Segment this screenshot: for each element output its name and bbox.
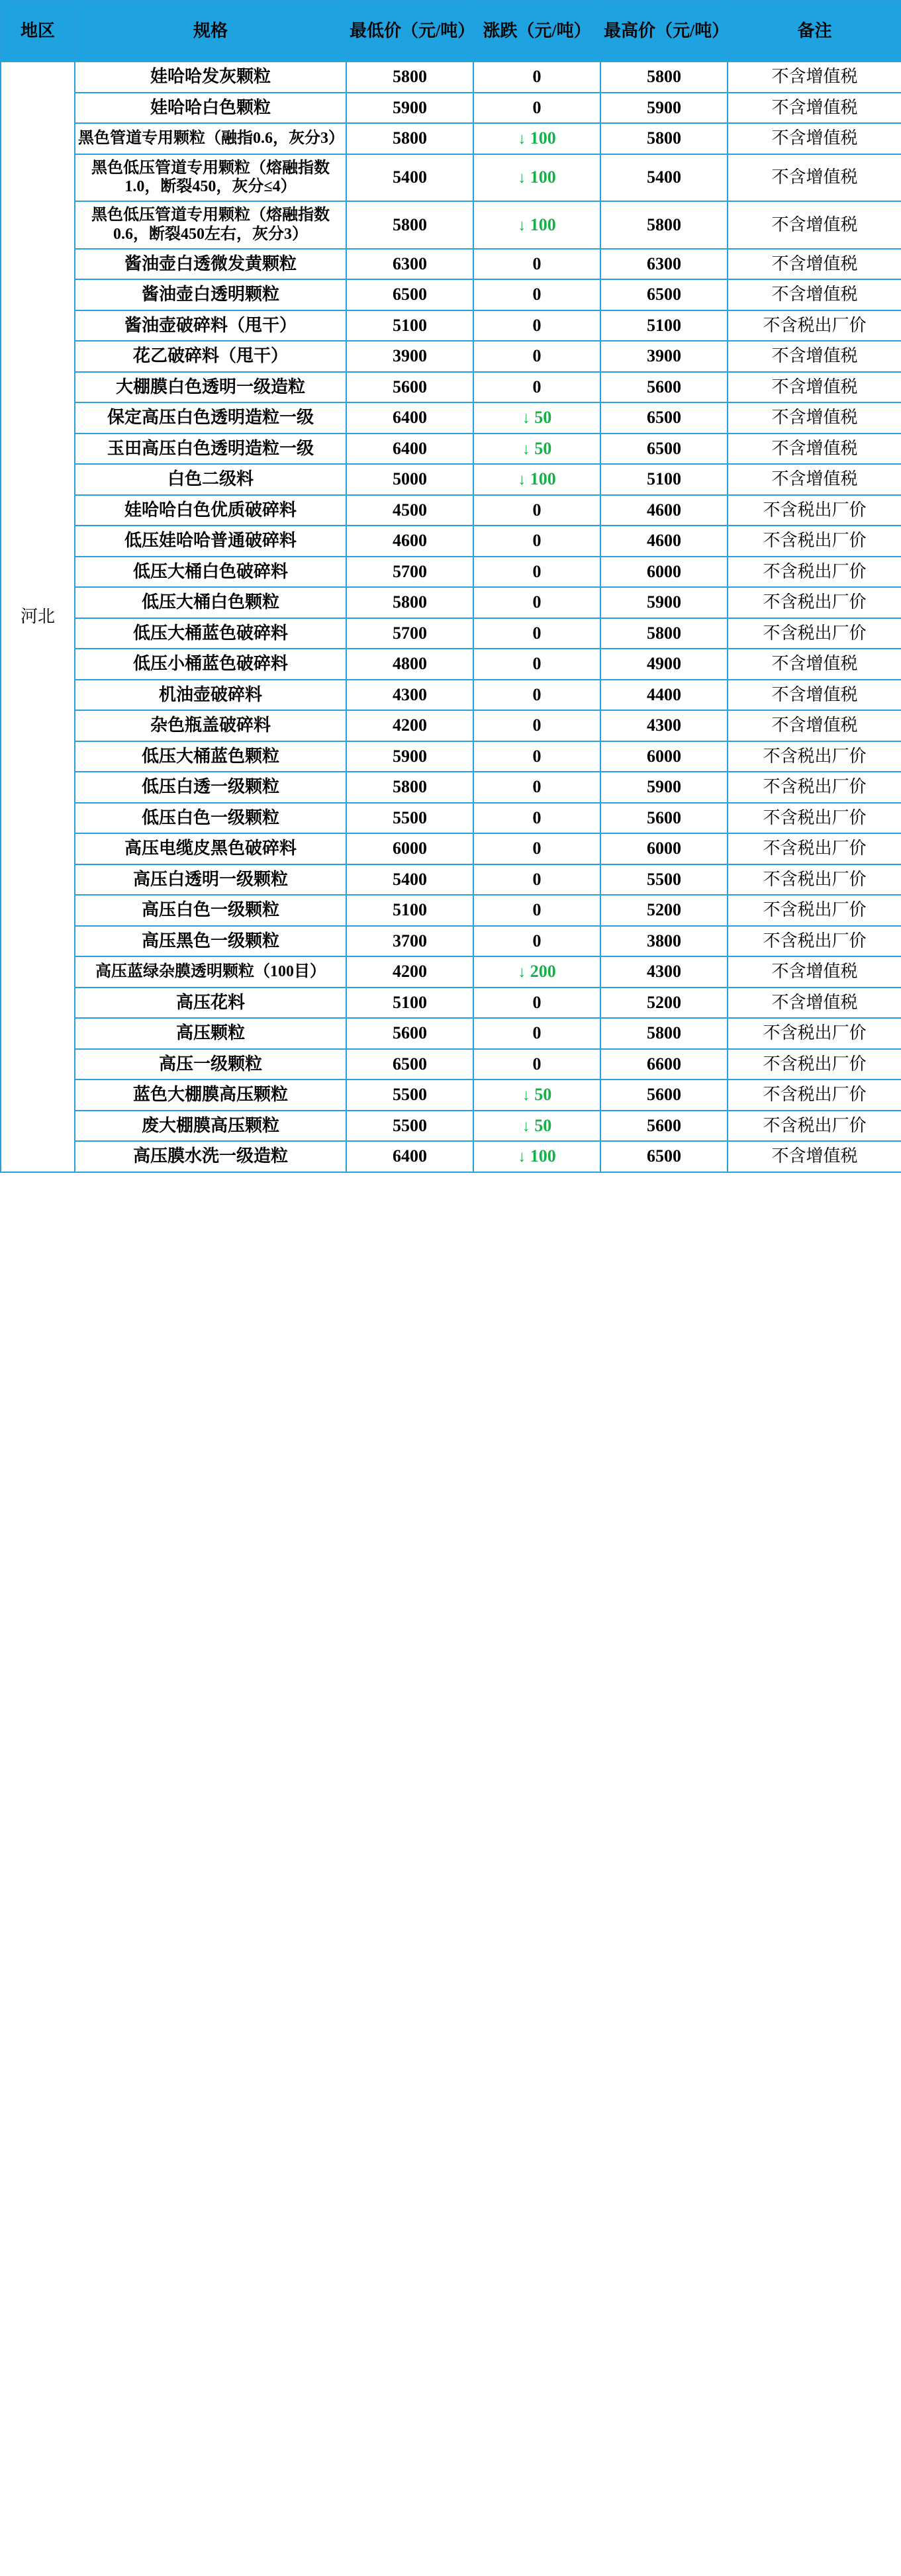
change-cell: 0	[473, 1049, 600, 1080]
header-min-price: 最低价（元/吨）	[346, 1, 473, 62]
change-value: 100	[530, 1146, 556, 1166]
max-price-cell: 5800	[600, 618, 728, 649]
spec-cell: 高压电缆皮黑色破碎料	[75, 833, 346, 864]
spec-cell: 低压大桶白色破碎料	[75, 557, 346, 588]
table-row	[1, 803, 901, 834]
note-cell: 不含增值税	[728, 249, 901, 280]
min-price-cell: 6300	[346, 249, 473, 280]
table-row	[1, 1018, 901, 1049]
max-price-cell: 4300	[600, 710, 728, 741]
note-cell: 不含税出厂价	[728, 310, 901, 342]
min-price-cell: 5700	[346, 557, 473, 588]
table-row	[1, 587, 901, 618]
max-price-cell: 5900	[600, 772, 728, 803]
note-cell: 不含税出厂价	[728, 1049, 901, 1080]
change-cell	[473, 201, 600, 249]
change-cell	[473, 434, 600, 465]
header-max-price: 最高价（元/吨）	[600, 1, 728, 62]
min-price-cell: 6500	[346, 279, 473, 310]
table-row	[1, 649, 901, 680]
min-price-cell: 4200	[346, 956, 473, 988]
max-price-cell: 4400	[600, 680, 728, 711]
change-cell: 0	[473, 710, 600, 741]
max-price-cell: 5600	[600, 1111, 728, 1142]
table-row	[1, 710, 901, 741]
table-header	[1, 1, 901, 62]
note-cell: 不含增值税	[728, 680, 901, 711]
price-table	[0, 0, 901, 1173]
change-cell: 0	[473, 680, 600, 711]
change-cell	[473, 464, 600, 495]
change-cell: 0	[473, 249, 600, 280]
max-price-cell: 6000	[600, 741, 728, 772]
change-cell: 0	[473, 93, 600, 124]
change-cell: 0	[473, 926, 600, 957]
spec-cell: 高压白透明一级颗粒	[75, 864, 346, 896]
min-price-cell: 4500	[346, 495, 473, 526]
min-price-cell: 6400	[346, 402, 473, 434]
down-arrow-icon: ↓	[518, 130, 526, 148]
change-value: 100	[530, 214, 556, 234]
note-cell: 不含增值税	[728, 93, 901, 124]
min-price-cell: 5100	[346, 988, 473, 1019]
note-cell: 不含增值税	[728, 341, 901, 372]
spec-cell: 低压白透一级颗粒	[75, 772, 346, 803]
note-cell: 不含增值税	[728, 201, 901, 249]
note-cell: 不含增值税	[728, 988, 901, 1019]
note-cell: 不含税出厂价	[728, 864, 901, 896]
spec-cell: 娃哈哈白色优质破碎料	[75, 495, 346, 526]
min-price-cell: 6400	[346, 1141, 473, 1172]
spec-cell: 高压白色一级颗粒	[75, 895, 346, 926]
region-cell: 河北	[1, 62, 75, 1172]
max-price-cell: 3900	[600, 341, 728, 372]
note-cell: 不含增值税	[728, 1141, 901, 1172]
spec-cell: 白色二级料	[75, 464, 346, 495]
max-price-cell: 5400	[600, 154, 728, 202]
spec-cell: 低压小桶蓝色破碎料	[75, 649, 346, 680]
min-price-cell: 5600	[346, 372, 473, 403]
min-price-cell: 5000	[346, 464, 473, 495]
change-value: 100	[530, 167, 556, 187]
note-cell: 不含税出厂价	[728, 772, 901, 803]
down-arrow-icon: ↓	[518, 216, 526, 234]
note-cell: 不含增值税	[728, 372, 901, 403]
min-price-cell: 4600	[346, 526, 473, 557]
min-price-cell: 3700	[346, 926, 473, 957]
max-price-cell: 6500	[600, 1141, 728, 1172]
min-price-cell: 6400	[346, 434, 473, 465]
change-cell	[473, 154, 600, 202]
max-price-cell: 4900	[600, 649, 728, 680]
table-body	[1, 62, 901, 1172]
change-cell: 0	[473, 557, 600, 588]
min-price-cell: 5800	[346, 772, 473, 803]
table-row	[1, 249, 901, 280]
min-price-cell: 5500	[346, 803, 473, 834]
table-row	[1, 772, 901, 803]
change-cell: 0	[473, 649, 600, 680]
table-row	[1, 864, 901, 896]
change-cell: 0	[473, 62, 600, 93]
change-cell: 0	[473, 772, 600, 803]
note-cell: 不含税出厂价	[728, 833, 901, 864]
table-row	[1, 926, 901, 957]
spec-cell: 低压娃哈哈普通破碎料	[75, 526, 346, 557]
spec-cell: 花乙破碎料（甩干）	[75, 341, 346, 372]
change-value: 50	[534, 408, 552, 428]
spec-cell: 高压黑色一级颗粒	[75, 926, 346, 957]
table-row	[1, 464, 901, 495]
min-price-cell: 4800	[346, 649, 473, 680]
min-price-cell: 5100	[346, 310, 473, 342]
max-price-cell: 5800	[600, 1018, 728, 1049]
spec-cell: 高压蓝绿杂膜透明颗粒（100目）	[75, 956, 346, 988]
change-value: 100	[530, 469, 556, 489]
max-price-cell: 6300	[600, 249, 728, 280]
note-cell: 不含税出厂价	[728, 526, 901, 557]
change-cell: 0	[473, 310, 600, 342]
note-cell: 不含增值税	[728, 434, 901, 465]
header-region: 地区	[1, 1, 75, 62]
change-cell: 0	[473, 864, 600, 896]
max-price-cell: 6500	[600, 434, 728, 465]
max-price-cell: 5900	[600, 93, 728, 124]
spec-cell: 机油壶破碎料	[75, 680, 346, 711]
max-price-cell: 6000	[600, 557, 728, 588]
min-price-cell: 4200	[346, 710, 473, 741]
table-row	[1, 123, 901, 154]
spec-cell: 玉田高压白色透明造粒一级	[75, 434, 346, 465]
max-price-cell: 5800	[600, 123, 728, 154]
max-price-cell: 5200	[600, 895, 728, 926]
max-price-cell: 5100	[600, 464, 728, 495]
down-arrow-icon: ↓	[518, 471, 526, 489]
down-arrow-icon: ↓	[522, 1117, 530, 1135]
spec-cell: 杂色瓶盖破碎料	[75, 710, 346, 741]
change-cell: 0	[473, 587, 600, 618]
table-row	[1, 526, 901, 557]
max-price-cell: 5200	[600, 988, 728, 1019]
change-cell: 0	[473, 495, 600, 526]
table-row	[1, 1111, 901, 1142]
max-price-cell: 5800	[600, 62, 728, 93]
spec-cell: 酱油壶白透明颗粒	[75, 279, 346, 310]
min-price-cell: 3900	[346, 341, 473, 372]
table-row	[1, 956, 901, 988]
table-row	[1, 1049, 901, 1080]
change-value: 200	[530, 962, 556, 982]
spec-cell: 低压大桶蓝色颗粒	[75, 741, 346, 772]
max-price-cell: 6500	[600, 402, 728, 434]
header-change: 涨跌（元/吨）	[473, 1, 600, 62]
note-cell: 不含税出厂价	[728, 557, 901, 588]
note-cell: 不含税出厂价	[728, 1111, 901, 1142]
min-price-cell: 5900	[346, 93, 473, 124]
max-price-cell: 5600	[600, 372, 728, 403]
table-row	[1, 680, 901, 711]
change-cell: 0	[473, 988, 600, 1019]
note-cell: 不含增值税	[728, 123, 901, 154]
change-cell: 0	[473, 803, 600, 834]
note-cell: 不含税出厂价	[728, 1018, 901, 1049]
note-cell: 不含税出厂价	[728, 895, 901, 926]
note-cell: 不含增值税	[728, 279, 901, 310]
change-value: 100	[530, 128, 556, 148]
note-cell: 不含税出厂价	[728, 587, 901, 618]
change-cell: 0	[473, 618, 600, 649]
change-cell	[473, 402, 600, 434]
table-row	[1, 372, 901, 403]
table-row	[1, 557, 901, 588]
header-spec: 规格	[75, 1, 346, 62]
change-cell: 0	[473, 741, 600, 772]
min-price-cell: 5800	[346, 62, 473, 93]
max-price-cell: 5600	[600, 803, 728, 834]
table-row	[1, 310, 901, 342]
table-row	[1, 618, 901, 649]
max-price-cell: 4600	[600, 495, 728, 526]
spec-cell: 高压花料	[75, 988, 346, 1019]
change-cell: 0	[473, 341, 600, 372]
spec-cell: 酱油壶白透微发黄颗粒	[75, 249, 346, 280]
spec-cell: 大棚膜白色透明一级造粒	[75, 372, 346, 403]
note-cell: 不含增值税	[728, 154, 901, 202]
spec-cell: 低压白色一级颗粒	[75, 803, 346, 834]
change-value: 50	[534, 1115, 552, 1135]
spec-cell: 黑色低压管道专用颗粒（熔融指数0.6，断裂450左右，灰分3）	[75, 201, 346, 249]
max-price-cell: 5800	[600, 201, 728, 249]
max-price-cell: 5100	[600, 310, 728, 342]
spec-cell: 娃哈哈白色颗粒	[75, 93, 346, 124]
change-cell: 0	[473, 1018, 600, 1049]
min-price-cell: 5100	[346, 895, 473, 926]
max-price-cell: 5600	[600, 1080, 728, 1111]
change-cell	[473, 1080, 600, 1111]
spec-cell: 高压膜水洗一级造粒	[75, 1141, 346, 1172]
table-row	[1, 201, 901, 249]
table-row	[1, 895, 901, 926]
min-price-cell: 5500	[346, 1080, 473, 1111]
min-price-cell: 5900	[346, 741, 473, 772]
max-price-cell: 3800	[600, 926, 728, 957]
spec-cell: 高压一级颗粒	[75, 1049, 346, 1080]
note-cell: 不含增值税	[728, 710, 901, 741]
spec-cell: 高压颗粒	[75, 1018, 346, 1049]
spec-cell: 酱油壶破碎料（甩干）	[75, 310, 346, 342]
min-price-cell: 5500	[346, 1111, 473, 1142]
spec-cell: 娃哈哈发灰颗粒	[75, 62, 346, 93]
change-cell: 0	[473, 526, 600, 557]
table-row	[1, 1080, 901, 1111]
min-price-cell: 5400	[346, 154, 473, 202]
down-arrow-icon: ↓	[518, 1148, 526, 1166]
max-price-cell: 6600	[600, 1049, 728, 1080]
note-cell: 不含税出厂价	[728, 926, 901, 957]
table-row	[1, 341, 901, 372]
max-price-cell: 4300	[600, 956, 728, 988]
change-cell: 0	[473, 833, 600, 864]
down-arrow-icon: ↓	[518, 169, 526, 187]
table-row	[1, 434, 901, 465]
change-value: 50	[534, 1085, 552, 1105]
down-arrow-icon: ↓	[518, 964, 526, 982]
table-row	[1, 988, 901, 1019]
down-arrow-icon: ↓	[522, 410, 530, 428]
spec-cell: 保定高压白色透明造粒一级	[75, 402, 346, 434]
table-row	[1, 279, 901, 310]
table-row	[1, 1141, 901, 1172]
spec-cell: 低压大桶蓝色破碎料	[75, 618, 346, 649]
min-price-cell: 5800	[346, 123, 473, 154]
note-cell: 不含税出厂价	[728, 741, 901, 772]
note-cell: 不含税出厂价	[728, 803, 901, 834]
note-cell: 不含税出厂价	[728, 495, 901, 526]
price-sheet	[0, 0, 901, 1173]
down-arrow-icon: ↓	[522, 1087, 530, 1105]
spec-cell: 蓝色大棚膜高压颗粒	[75, 1080, 346, 1111]
header-row	[1, 1, 901, 62]
spec-cell: 黑色管道专用颗粒（融指0.6，灰分3）	[75, 123, 346, 154]
spec-cell: 黑色低压管道专用颗粒（熔融指数1.0，断裂450，灰分≤4）	[75, 154, 346, 202]
min-price-cell: 6000	[346, 833, 473, 864]
change-cell	[473, 123, 600, 154]
table-row	[1, 495, 901, 526]
note-cell: 不含增值税	[728, 62, 901, 93]
change-cell: 0	[473, 372, 600, 403]
change-cell	[473, 1141, 600, 1172]
min-price-cell: 6500	[346, 1049, 473, 1080]
max-price-cell: 4600	[600, 526, 728, 557]
change-cell	[473, 956, 600, 988]
table-row	[1, 93, 901, 124]
max-price-cell: 6000	[600, 833, 728, 864]
table-row	[1, 833, 901, 864]
note-cell: 不含税出厂价	[728, 1080, 901, 1111]
max-price-cell: 5900	[600, 587, 728, 618]
change-cell: 0	[473, 279, 600, 310]
note-cell: 不含税出厂价	[728, 618, 901, 649]
down-arrow-icon: ↓	[522, 440, 530, 458]
change-cell: 0	[473, 895, 600, 926]
table-row	[1, 62, 901, 93]
note-cell: 不含增值税	[728, 464, 901, 495]
min-price-cell: 4300	[346, 680, 473, 711]
table-row	[1, 741, 901, 772]
max-price-cell: 6500	[600, 279, 728, 310]
spec-cell: 低压大桶白色颗粒	[75, 587, 346, 618]
note-cell: 不含增值税	[728, 649, 901, 680]
change-value: 50	[534, 438, 552, 458]
header-note: 备注	[728, 1, 901, 62]
min-price-cell: 5700	[346, 618, 473, 649]
max-price-cell: 5500	[600, 864, 728, 896]
table-row	[1, 154, 901, 202]
change-cell	[473, 1111, 600, 1142]
table-row	[1, 402, 901, 434]
min-price-cell: 5600	[346, 1018, 473, 1049]
note-cell: 不含增值税	[728, 402, 901, 434]
min-price-cell: 5400	[346, 864, 473, 896]
min-price-cell: 5800	[346, 587, 473, 618]
spec-cell: 废大棚膜高压颗粒	[75, 1111, 346, 1142]
note-cell: 不含增值税	[728, 956, 901, 988]
min-price-cell: 5800	[346, 201, 473, 249]
